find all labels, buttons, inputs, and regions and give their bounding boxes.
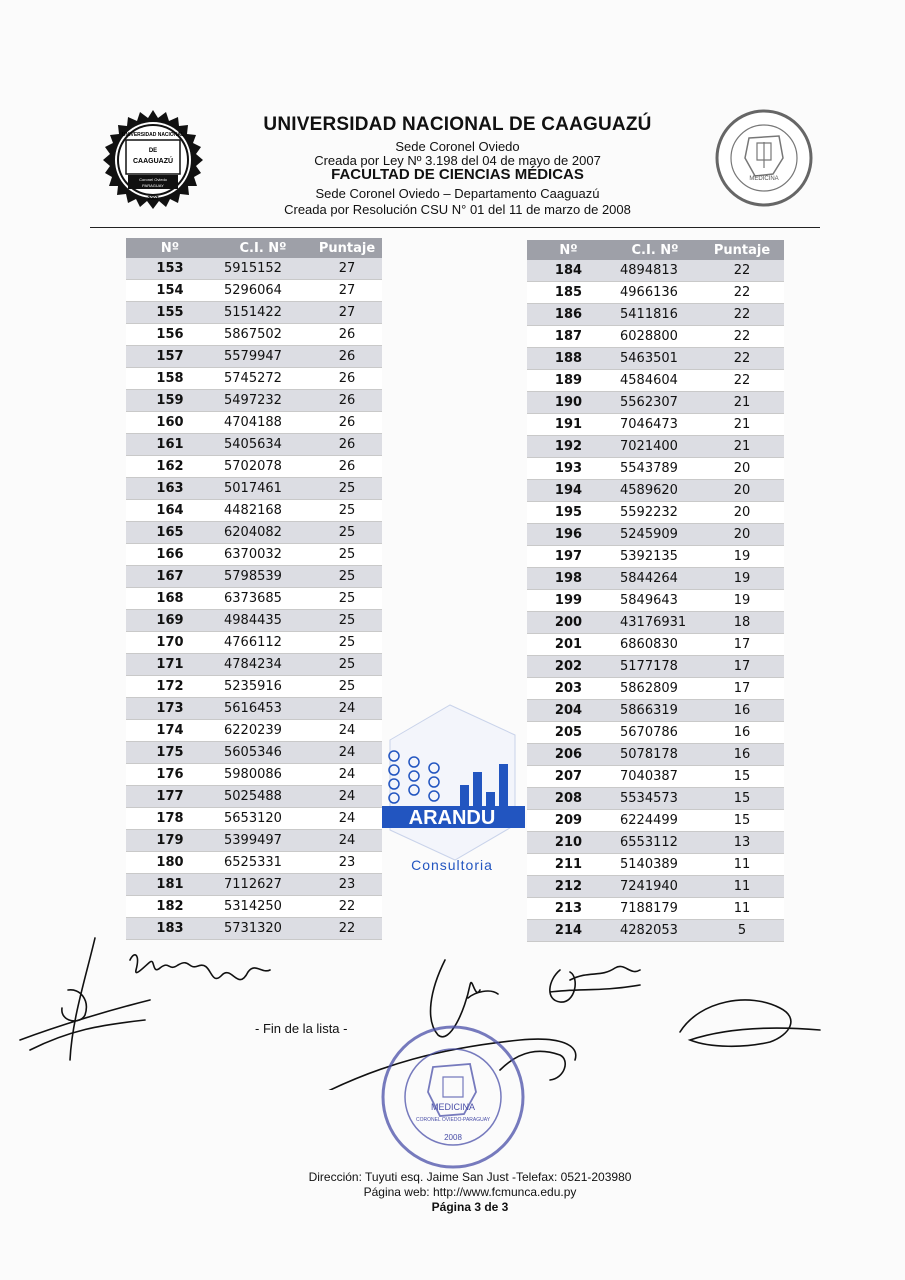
row-number: 154 [126,280,214,302]
ci-number: 4704188 [214,412,312,434]
table-row [527,260,784,282]
score: 15 [700,766,784,788]
row-number: 187 [527,326,610,348]
ci-number: 5296064 [214,280,312,302]
stamp-place: CORONEL OVIEDO-PARAGUAY [415,1117,491,1123]
university-name: UNIVERSIDAD NACIONAL DE CAAGUAZÚ [263,114,652,135]
score: 17 [700,678,784,700]
score: 11 [700,854,784,876]
table-row [126,522,382,544]
ley-line: Creada por Ley Nº 3.198 del 04 de mayo de 2007 [314,153,601,168]
row-number: 191 [527,414,610,436]
score: 23 [312,852,382,874]
table-row [126,588,382,610]
ci-number: 5314250 [214,896,312,918]
table-row [126,654,382,676]
row-number: 186 [527,304,610,326]
score: 20 [700,524,784,546]
table-row [527,634,784,656]
faculty-name: FACULTAD DE CIENCIAS MÉDICAS [331,166,584,183]
row-number: 170 [126,632,214,654]
score: 24 [312,742,382,764]
score: 25 [312,500,382,522]
logo-right-name: MEDICINA [749,176,779,182]
score: 5 [700,920,784,942]
page-footer [250,1170,690,1215]
table-row [527,392,784,414]
footer-address: Dirección: Tuyuti esq. Jaime San Just -Telefax: 0521-203980 [308,1170,632,1184]
ci-number: 5980086 [214,764,312,786]
row-number: 213 [527,898,610,920]
table-row [126,412,382,434]
ci-number: 5392135 [610,546,700,568]
results-table-right [527,240,784,942]
row-number: 163 [126,478,214,500]
logo-left-line5: PARAGUAY [142,183,164,188]
table-row [527,326,784,348]
score: 22 [700,260,784,282]
score: 16 [700,700,784,722]
header-divider [90,227,820,228]
table-row [126,280,382,302]
table-row [126,258,382,280]
table-row [527,722,784,744]
table-row [126,390,382,412]
row-number: 183 [126,918,214,940]
score: 11 [700,876,784,898]
ci-number: 5579947 [214,346,312,368]
ci-number: 5592232 [610,502,700,524]
row-number: 168 [126,588,214,610]
table-row [527,832,784,854]
ci-number: 5235916 [214,676,312,698]
table-row [126,852,382,874]
table-row [527,348,784,370]
logo-left-line1: UNIVERSIDAD NACIONAL [121,132,185,138]
ci-number: 5867502 [214,324,312,346]
table-row [126,874,382,896]
table-row [527,744,784,766]
table-row [126,478,382,500]
results-table-left [126,238,382,940]
table-row [126,720,382,742]
table-row [527,700,784,722]
ci-number: 5849643 [610,590,700,612]
table-row [527,370,784,392]
university-seal-logo [98,108,208,218]
ci-number: 6204082 [214,522,312,544]
ci-number: 7021400 [610,436,700,458]
row-number: 178 [126,808,214,830]
table-row [126,830,382,852]
col-header-score: Puntaje [312,238,382,258]
score: 16 [700,744,784,766]
ci-number: 4894813 [610,260,700,282]
watermark-logo [380,700,525,880]
ci-number: 6028800 [610,326,700,348]
table-row [126,764,382,786]
ci-number: 6224499 [610,810,700,832]
row-number: 192 [527,436,610,458]
score: 22 [700,282,784,304]
score: 16 [700,722,784,744]
row-number: 176 [126,764,214,786]
ci-number: 4766112 [214,632,312,654]
ci-number: 5562307 [610,392,700,414]
table-row [126,324,382,346]
table-row [126,368,382,390]
ci-number: 4282053 [610,920,700,942]
ci-number: 5405634 [214,434,312,456]
table-row [126,632,382,654]
table-row [527,656,784,678]
row-number: 199 [527,590,610,612]
score: 22 [700,304,784,326]
logo-left-line3: CAAGUAZÚ [132,158,174,165]
row-number: 204 [527,700,610,722]
table-row [126,676,382,698]
logo-left-year: 2007 [147,196,159,202]
ci-number: 5670786 [610,722,700,744]
table-row [527,304,784,326]
ci-number: 6370032 [214,544,312,566]
ci-number: 7241940 [610,876,700,898]
score: 21 [700,414,784,436]
ci-number: 5616453 [214,698,312,720]
score: 22 [312,896,382,918]
score: 18 [700,612,784,634]
ci-number: 5745272 [214,368,312,390]
table-row [126,302,382,324]
resolucion-line: Creada por Resolución CSU N° 01 del 11 de marzo de 2008 [284,202,631,217]
row-number: 158 [126,368,214,390]
row-number: 210 [527,832,610,854]
score: 26 [312,346,382,368]
stamp-year: 2008 [444,1133,462,1142]
table-row [126,500,382,522]
row-number: 211 [527,854,610,876]
score: 26 [312,368,382,390]
row-number: 202 [527,656,610,678]
row-number: 207 [527,766,610,788]
row-number: 166 [126,544,214,566]
row-number: 169 [126,610,214,632]
score: 24 [312,764,382,786]
score: 21 [700,392,784,414]
ci-number: 5078178 [610,744,700,766]
col-header-ci: C.I. Nº [610,240,700,260]
row-number: 153 [126,258,214,280]
footer-web: Página web: http://www.fcmunca.edu.py [363,1185,577,1199]
ci-number: 7188179 [610,898,700,920]
col-header-ci: C.I. Nº [214,238,312,258]
row-number: 195 [527,502,610,524]
ci-number: 5151422 [214,302,312,324]
logo-left-line2: DE [148,148,158,154]
table-row [527,458,784,480]
row-number: 180 [126,852,214,874]
table-row [126,434,382,456]
end-of-list-note: - Fin de la lista - [255,1021,348,1036]
ci-number: 5497232 [214,390,312,412]
score: 25 [312,522,382,544]
table-row [126,808,382,830]
row-number: 206 [527,744,610,766]
table-row [527,854,784,876]
stamp-name: MEDICINA [430,1102,476,1112]
row-number: 171 [126,654,214,676]
ci-number: 4984435 [214,610,312,632]
ci-number: 4589620 [610,480,700,502]
score: 11 [700,898,784,920]
row-number: 164 [126,500,214,522]
score: 27 [312,258,382,280]
score: 21 [700,436,784,458]
table-row [527,282,784,304]
ci-number: 6373685 [214,588,312,610]
score: 24 [312,830,382,852]
ci-number: 5463501 [610,348,700,370]
table-row [527,810,784,832]
row-number: 184 [527,260,610,282]
ci-number: 5140389 [610,854,700,876]
row-number: 159 [126,390,214,412]
row-number: 214 [527,920,610,942]
row-number: 175 [126,742,214,764]
ci-number: 5731320 [214,918,312,940]
table-row [126,896,382,918]
row-number: 193 [527,458,610,480]
score: 26 [312,434,382,456]
table-row [126,544,382,566]
ci-number: 5017461 [214,478,312,500]
table-row [126,346,382,368]
table-row [527,590,784,612]
col-header-score: Puntaje [700,240,784,260]
row-number: 209 [527,810,610,832]
ci-number: 7112627 [214,874,312,896]
score: 22 [700,348,784,370]
row-number: 160 [126,412,214,434]
score: 19 [700,546,784,568]
score: 25 [312,676,382,698]
row-number: 200 [527,612,610,634]
table-row [126,742,382,764]
ci-number: 4584604 [610,370,700,392]
ci-number: 5653120 [214,808,312,830]
ci-number: 6553112 [610,832,700,854]
row-number: 179 [126,830,214,852]
ci-number: 43176931 [610,612,700,634]
score: 19 [700,568,784,590]
score: 15 [700,788,784,810]
ci-number: 4784234 [214,654,312,676]
ci-number: 5915152 [214,258,312,280]
row-number: 201 [527,634,610,656]
score: 25 [312,654,382,676]
sede-depto-line: Sede Coronel Oviedo – Departamento Caaguazú [315,186,600,201]
score: 20 [700,480,784,502]
ci-number: 7040387 [610,766,700,788]
score: 24 [312,786,382,808]
table-row [527,678,784,700]
row-number: 208 [527,788,610,810]
ci-number: 6860830 [610,634,700,656]
ci-number: 4966136 [610,282,700,304]
score: 15 [700,810,784,832]
table-row [527,766,784,788]
ci-number: 5844264 [610,568,700,590]
table-row [527,568,784,590]
table-row [527,524,784,546]
table-row [527,788,784,810]
ci-number: 5702078 [214,456,312,478]
table-row [527,480,784,502]
row-number: 165 [126,522,214,544]
results-body-left [126,258,382,940]
logo-left-line4: Coronel Oviedo [139,177,167,182]
table-row [126,610,382,632]
score: 22 [700,370,784,392]
score: 22 [700,326,784,348]
score: 19 [700,590,784,612]
score: 17 [700,656,784,678]
table-row [527,502,784,524]
col-header-number: Nº [527,240,610,260]
ci-number: 5025488 [214,786,312,808]
watermark-sub: Consultoria [411,857,493,873]
row-number: 190 [527,392,610,414]
row-number: 182 [126,896,214,918]
ci-number: 5411816 [610,304,700,326]
score: 17 [700,634,784,656]
score: 26 [312,324,382,346]
table-row [527,876,784,898]
row-number: 205 [527,722,610,744]
ci-number: 5798539 [214,566,312,588]
ci-number: 7046473 [610,414,700,436]
row-number: 177 [126,786,214,808]
ci-number: 5245909 [610,524,700,546]
ci-number: 5177178 [610,656,700,678]
ci-number: 5399497 [214,830,312,852]
score: 26 [312,456,382,478]
row-number: 162 [126,456,214,478]
score: 24 [312,698,382,720]
score: 25 [312,588,382,610]
ci-number: 5543789 [610,458,700,480]
row-number: 161 [126,434,214,456]
score: 20 [700,502,784,524]
row-number: 167 [126,566,214,588]
score: 22 [312,918,382,940]
score: 25 [312,610,382,632]
row-number: 212 [527,876,610,898]
row-number: 185 [527,282,610,304]
sede-line: Sede Coronel Oviedo [395,139,520,154]
score: 27 [312,302,382,324]
table-row [527,414,784,436]
row-number: 181 [126,874,214,896]
watermark-brand: ARANDU [408,807,496,829]
table-row [126,786,382,808]
results-body-right [527,260,784,942]
row-number: 155 [126,302,214,324]
score: 26 [312,412,382,434]
score: 25 [312,632,382,654]
row-number: 172 [126,676,214,698]
row-number: 203 [527,678,610,700]
table-row [527,612,784,634]
row-number: 174 [126,720,214,742]
score: 25 [312,544,382,566]
ci-number: 4482168 [214,500,312,522]
score: 23 [312,874,382,896]
score: 27 [312,280,382,302]
row-number: 189 [527,370,610,392]
score: 24 [312,808,382,830]
faculty-seal-logo [707,108,822,208]
row-number: 194 [527,480,610,502]
table-row [527,898,784,920]
ci-number: 5605346 [214,742,312,764]
score: 20 [700,458,784,480]
ci-number: 5862809 [610,678,700,700]
table-row [126,566,382,588]
ci-number: 6525331 [214,852,312,874]
table-row [126,698,382,720]
row-number: 197 [527,546,610,568]
table-row [126,456,382,478]
row-number: 196 [527,524,610,546]
row-number: 157 [126,346,214,368]
row-number: 188 [527,348,610,370]
ci-number: 6220239 [214,720,312,742]
official-stamp [378,1022,528,1172]
ci-number: 5866319 [610,700,700,722]
row-number: 173 [126,698,214,720]
score: 25 [312,478,382,500]
table-row [527,436,784,458]
score: 26 [312,390,382,412]
col-header-number: Nº [126,238,214,258]
table-row [527,546,784,568]
row-number: 198 [527,568,610,590]
ci-number: 5534573 [610,788,700,810]
score: 25 [312,566,382,588]
page-number: Página 3 de 3 [431,1200,509,1214]
score: 24 [312,720,382,742]
score: 13 [700,832,784,854]
row-number: 156 [126,324,214,346]
